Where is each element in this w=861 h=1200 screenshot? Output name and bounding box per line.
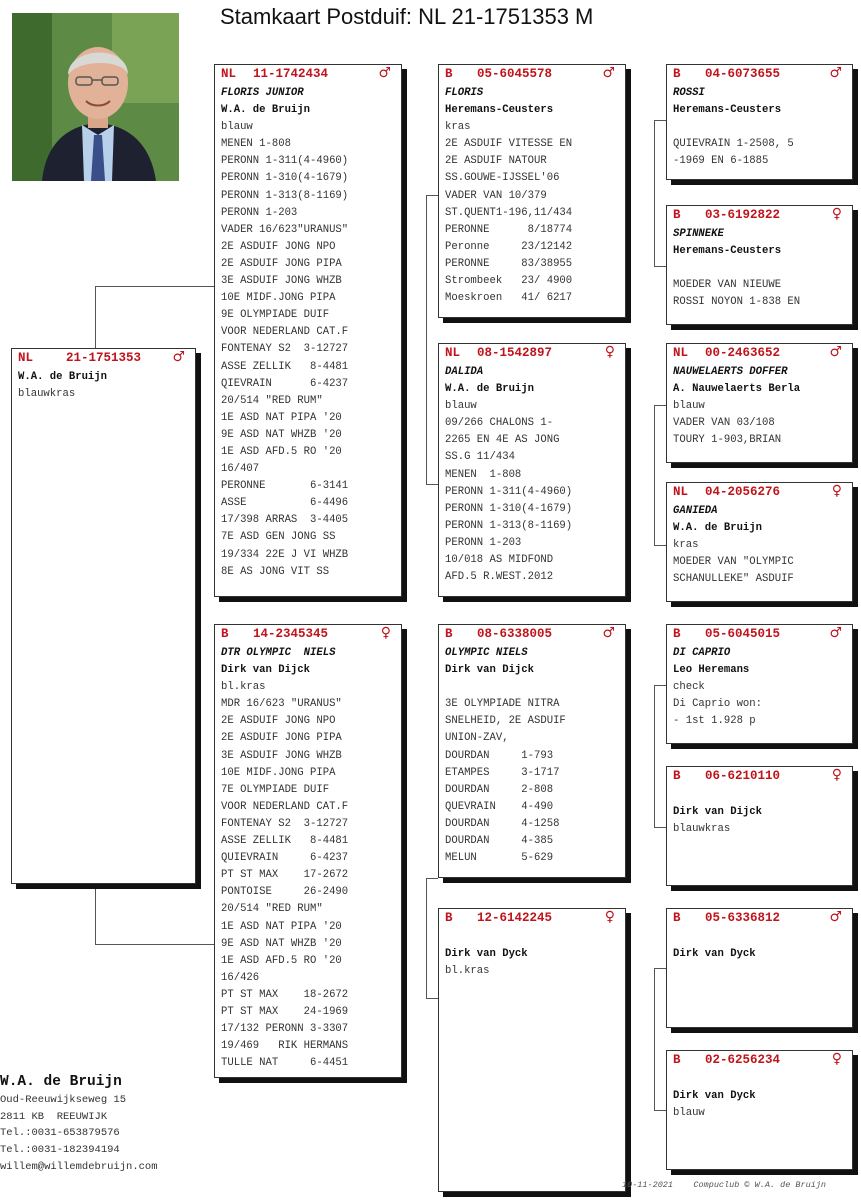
portrait-image [12,13,179,181]
breeder-phone-2: Tel.:0031-182394194 [0,1144,120,1157]
card-line: 8E AS JONG VIT SS [221,565,330,578]
card-line: MENEN 1-808 [221,138,291,151]
card-header [439,346,625,360]
card-line: VOOR NEDERLAND CAT.F [221,800,349,813]
card-line: PERONN 1-313(8-1169) [445,519,573,532]
country-code: B [673,67,681,81]
card-line: 3E OLYMPIADE NITRA [445,698,560,711]
card-line: ST.QUENT1-196,11/434 [445,206,573,219]
sex-icon: ♀ [831,1051,842,1067]
pigeon-card-dam-sire-sire[interactable] [666,624,853,744]
sex-icon: ♂ [602,65,615,81]
owner-name: W.A. de Bruijn [673,522,763,535]
card-line [673,929,852,946]
card-header [439,67,625,81]
card-line: Peronne 23/12142 [445,240,573,253]
card-line: FONTENAY S2 3-12727 [221,343,349,356]
card-line: 10E MIDF.JONG PIPA [221,766,336,779]
card-line: ASSE ZELLIK 8-4481 [221,835,349,848]
card-header [667,208,852,222]
card-line: blauw [221,121,253,134]
pigeon-card-sire-dam[interactable] [438,343,626,597]
card-line: 2E ASDUIF NATOUR [445,155,547,168]
card-line: PERONN 1-311(4-4960) [221,155,349,168]
card-line: 16/426 [221,971,260,984]
card-line: QIEVRAIN 6-4237 [221,377,349,390]
country-code: B [673,1053,681,1067]
card-line: AFD.5 R.WEST.2012 [445,571,554,584]
card-body [667,222,852,311]
card-body [215,641,401,1072]
ring-number: 08-6338005 [477,627,553,641]
card-line: 2E ASDUIF JONG PIPA [221,732,342,745]
card-line: 9E OLYMPIADE DUIF [221,309,330,322]
card-body [439,925,625,980]
pigeon-name: FLORIS [445,87,484,99]
card-header [667,485,852,499]
card-line: 3E ASDUIF JONG WHZB [221,275,342,288]
card-line: VADER VAN 10/379 [445,189,547,202]
sex-icon: ♂ [378,65,391,81]
connector-line [426,195,438,196]
card-line: blauwkras [18,388,76,401]
breeder-phone-1: Tel.:0031-653879576 [0,1127,120,1140]
card-line: SNELHEID, 2E ASDUIF [445,715,566,728]
card-line: MELUN 5-629 [445,852,554,865]
sex-icon: ♂ [172,349,185,365]
card-line: 17/132 PERONN 3-3307 [221,1023,349,1036]
card-line: kras [445,121,471,134]
card-line: 20/514 "RED RUM" [221,394,323,407]
owner-name: Dirk van Dijck [221,664,311,677]
card-line: ROSSI NOYON 1-838 EN [673,296,801,309]
owner-name: Dirk van Dijck [445,664,535,677]
card-line: 10E MIDF.JONG PIPA [221,292,336,305]
card-line: FONTENAY S2 3-12727 [221,817,349,830]
connector-line [426,878,438,879]
pigeon-card-dam-dam-sire[interactable] [666,908,853,1028]
pigeon-name: DTR OLYMPIC NIELS [221,647,336,659]
owner-name: W.A. de Bruijn [18,371,108,383]
connector-line [654,968,666,969]
card-line: MDR 16/623 "URANUS" [221,698,342,711]
card-line: 09/266 CHALONS 1- [445,417,554,430]
country-code: B [673,911,681,925]
owner-name: Heremans-Ceusters [673,245,782,258]
card-body [667,81,852,170]
card-header [215,627,401,641]
pigeon-name: DI CAPRIO [673,647,731,659]
owner-name: Leo Heremans [673,664,750,677]
card-line: 2E ASDUIF VITESSE EN [445,138,573,151]
ring-number: 04-6073655 [705,67,781,81]
card-line: blauw [673,1107,705,1120]
sex-icon: ♂ [829,625,842,641]
card-line: TULLE NAT 6-4451 [221,1057,349,1070]
sex-icon: ♀ [831,767,842,783]
card-line: 19/334 22E J VI WHZB [221,548,349,561]
card-line: 1E ASD AFD.5 RO '20 [221,445,342,458]
card-line: PT ST MAX 17-2672 [221,869,349,882]
sex-icon: ♀ [831,206,842,222]
ring-number: 04-2056276 [705,485,781,499]
card-line: PERONN 1-203 [445,536,522,549]
footer-credit: 10-11-2021 Compuclub © W.A. de Bruijn [622,1180,827,1190]
card-line: blauw [673,400,705,413]
country-code: NL [18,351,34,365]
card-line: 19/469 RIK HERMANS [221,1040,349,1053]
connector-line [654,120,655,266]
ring-number: 11-1742434 [253,67,329,81]
card-line [445,929,625,946]
country-code: B [673,769,681,783]
card-line: PERONN 1-313(8-1169) [221,189,349,202]
connector-line [654,120,666,121]
card-line: VADER VAN 03/108 [673,417,775,430]
sex-icon: ♂ [829,909,842,925]
card-line: check [673,681,705,694]
card-line: kras [673,539,699,552]
card-line: PT ST MAX 18-2672 [221,988,349,1001]
owner-name: Heremans-Ceusters [445,104,554,117]
card-line: 2E ASDUIF JONG PIPA [221,257,342,270]
owner-name: Heremans-Ceusters [673,104,782,117]
connector-line [654,685,655,827]
card-header [215,67,401,81]
pigeon-card-dam-sire[interactable] [438,624,626,878]
ring-number: 21-1751353 [66,351,142,365]
page-title: Stamkaart Postduif: NL 21-1751353 M [220,4,594,29]
country-code: NL [673,485,689,499]
country-code: B [221,627,229,641]
pigeon-name: NAUWELAERTS DOFFER [673,366,788,378]
card-line: PONTOISE 26-2490 [221,886,349,899]
card-line: QUIEVRAIN 6-4237 [221,852,349,865]
card-line: PERONNE 83/38955 [445,257,573,270]
sex-icon: ♂ [829,65,842,81]
card-line: 20/514 "RED RUM" [221,903,323,916]
connector-line [654,405,655,545]
card-header [667,769,852,783]
connector-line [426,484,438,485]
card-line: UNION-ZAV, [445,732,509,745]
card-line [673,1071,852,1088]
card-line: 16/407 [221,463,260,476]
ring-number: 05-6045015 [705,627,781,641]
pigeon-name: GANIEDA [673,505,718,517]
card-line: VADER 16/623"URANUS" [221,223,349,236]
card-line: -1969 EN 6-1885 [673,155,769,168]
sex-icon: ♀ [380,625,391,641]
ring-number: 12-6142245 [477,911,553,925]
card-line: VOOR NEDERLAND CAT.F [221,326,349,339]
owner-name: A. Nauwelaerts Berla [673,383,801,396]
card-header [667,1053,852,1067]
card-line: 17/398 ARRAS 3-4405 [221,514,349,527]
breeder-name: W.A. de Bruijn [0,1074,122,1090]
country-code: NL [445,346,461,360]
card-line: Moeskroen 41/ 6217 [445,292,573,305]
card-line: PERONNE 8/18774 [445,223,573,236]
card-line: PERONNE 6-3141 [221,480,349,493]
sex-icon: ♂ [602,625,615,641]
card-line: DOURDAN 2-808 [445,783,554,796]
card-line: ETAMPES 3-1717 [445,766,560,779]
sex-icon: ♂ [829,344,842,360]
card-line: 10/018 AS MIDFOND [445,554,554,567]
card-header [439,911,625,925]
sex-icon: ♀ [604,344,615,360]
ring-number: 14-2345345 [253,627,329,641]
country-code: NL [221,67,237,81]
owner-name: Dirk van Dyck [673,1090,756,1103]
owner-name: Dirk van Dijck [673,806,763,819]
card-body [667,360,852,449]
connector-line [654,545,666,546]
card-header [667,627,852,641]
connector-line [95,286,96,349]
pigeon-card-sire[interactable] [214,64,402,597]
owner-name: W.A. de Bruijn [445,383,535,396]
country-code: B [445,67,453,81]
ring-number: 03-6192822 [705,208,781,222]
pigeon-card-sire-dam-sire[interactable] [666,343,853,463]
ring-number: 00-2463652 [705,346,781,360]
card-line: SCHANULLEKE" ASDUIF [673,573,794,586]
owner-name: W.A. de Bruijn [221,104,311,117]
card-line: Di Caprio won: [673,698,763,711]
card-body [667,925,852,963]
card-line: - 1st 1.928 p [673,715,756,728]
card-line: 2265 EN 4E AS JONG [445,434,560,447]
card-line: PERONN 1-311(4-4960) [445,485,573,498]
ring-number: 05-6045578 [477,67,553,81]
pigeon-card-dam-dam-dam[interactable] [666,1050,853,1170]
card-body [667,783,852,838]
card-body [439,641,625,867]
country-code: B [445,911,453,925]
pigeon-card-sire-sire-sire[interactable] [666,64,853,180]
card-line: DOURDAN 4-1258 [445,817,560,830]
card-header [667,911,852,925]
owner-name: Dirk van Dyck [673,948,756,961]
card-body [215,81,401,581]
pigeon-name: FLORIS JUNIOR [221,87,304,99]
pigeon-card-dam-sire-dam[interactable] [666,766,853,886]
card-line: QUEVRAIN 4-490 [445,800,554,813]
connector-line [95,286,214,287]
card-line: PT ST MAX 24-1969 [221,1005,349,1018]
card-line: 7E OLYMPIADE DUIF [221,783,330,796]
sex-icon: ♀ [831,483,842,499]
card-line: DOURDAN 4-385 [445,835,554,848]
connector-line [654,827,666,828]
card-line: 9E ASD NAT WHZB '20 [221,937,342,950]
card-header [439,627,625,641]
country-code: B [445,627,453,641]
pigeon-name: DALIDA [445,366,484,378]
card-line: ASSE ZELLIK 8-4481 [221,360,349,373]
card-header [12,351,195,365]
card-line: 9E ASD NAT WHZB '20 [221,428,342,441]
card-line [445,679,625,696]
card-line: bl.kras [221,681,266,694]
sex-icon: ♀ [604,909,615,925]
connector-line [654,405,666,406]
card-line: TOURY 1-903,BRIAN [673,434,782,447]
card-line [673,119,852,136]
card-line: ASSE 6-4496 [221,497,349,510]
card-line: blauwkras [673,823,731,836]
card-line: MOEDER VAN "OLYMPIC [673,556,794,569]
ring-number: 08-1542897 [477,346,553,360]
card-line: 1E ASD AFD.5 RO '20 [221,954,342,967]
pigeon-name: ROSSI [673,87,705,99]
ring-number: 02-6256234 [705,1053,781,1067]
card-line: PERONN 1-203 [221,206,298,219]
card-line: 2E ASDUIF JONG NPO [221,240,336,253]
card-header [667,67,852,81]
card-line: MOEDER VAN NIEUWE [673,279,782,292]
card-body [439,81,625,307]
breeder-postal: 2811 KB REEUWIJK [0,1110,108,1123]
pigeon-card-sire-dam-dam[interactable] [666,482,853,602]
card-body [12,365,195,403]
pigeon-card-sire-sire[interactable] [438,64,626,318]
card-body [667,641,852,730]
connector-line [654,685,666,686]
card-line: SS.GOUWE-IJSSEL'06 [445,172,560,185]
card-line: MENEN 1-808 [445,468,522,481]
card-line: 1E ASD NAT PIPA '20 [221,411,342,424]
card-body [439,360,625,586]
card-line [673,260,852,277]
breeder-address: Oud-Reeuwijkseweg 15 [0,1094,127,1106]
card-line: 1E ASD NAT PIPA '20 [221,920,342,933]
card-body [667,499,852,588]
country-code: B [673,208,681,222]
pigeon-card-dam[interactable] [214,624,402,1078]
ring-number: 06-6210110 [705,769,781,783]
country-code: NL [673,346,689,360]
card-line: 3E ASDUIF JONG WHZB [221,749,342,762]
breeder-email[interactable]: willem@willemdebruijn.com [0,1160,158,1173]
card-line: QUIEVRAIN 1-2508, 5 [673,138,794,151]
card-line: blauw [445,400,477,413]
card-line: PERONN 1-310(4-1679) [221,172,349,185]
breeder-photo [12,13,179,181]
connector-line [426,195,427,484]
card-body [667,1067,852,1122]
card-line: Strombeek 23/ 4900 [445,275,573,288]
connector-line [654,968,655,1110]
breeder-contact [0,1072,158,1176]
card-line: PERONN 1-310(4-1679) [445,502,573,515]
owner-name: Dirk van Dyck [445,948,528,961]
card-line: 2E ASDUIF JONG NPO [221,715,336,728]
pigeon-card-sire-sire-dam[interactable] [666,205,853,325]
connector-line [95,882,96,945]
card-line: bl.kras [445,965,490,978]
connector-line [654,266,666,267]
pigeon-card-subject[interactable] [11,348,196,884]
pigeon-card-dam-dam[interactable] [438,908,626,1192]
pigeon-name: SPINNEKE [673,228,724,240]
card-header [667,346,852,360]
card-line: SS.G 11/434 [445,451,515,464]
country-code: B [673,627,681,641]
connector-line [95,944,214,945]
connector-line [654,1110,666,1111]
card-line: DOURDAN 1-793 [445,749,554,762]
card-line: 7E ASD GEN JONG SS [221,531,336,544]
pigeon-name: OLYMPIC NIELS [445,647,528,659]
connector-line [426,998,438,999]
connector-line [426,878,427,998]
ring-number: 05-6336812 [705,911,781,925]
card-line [673,787,852,804]
